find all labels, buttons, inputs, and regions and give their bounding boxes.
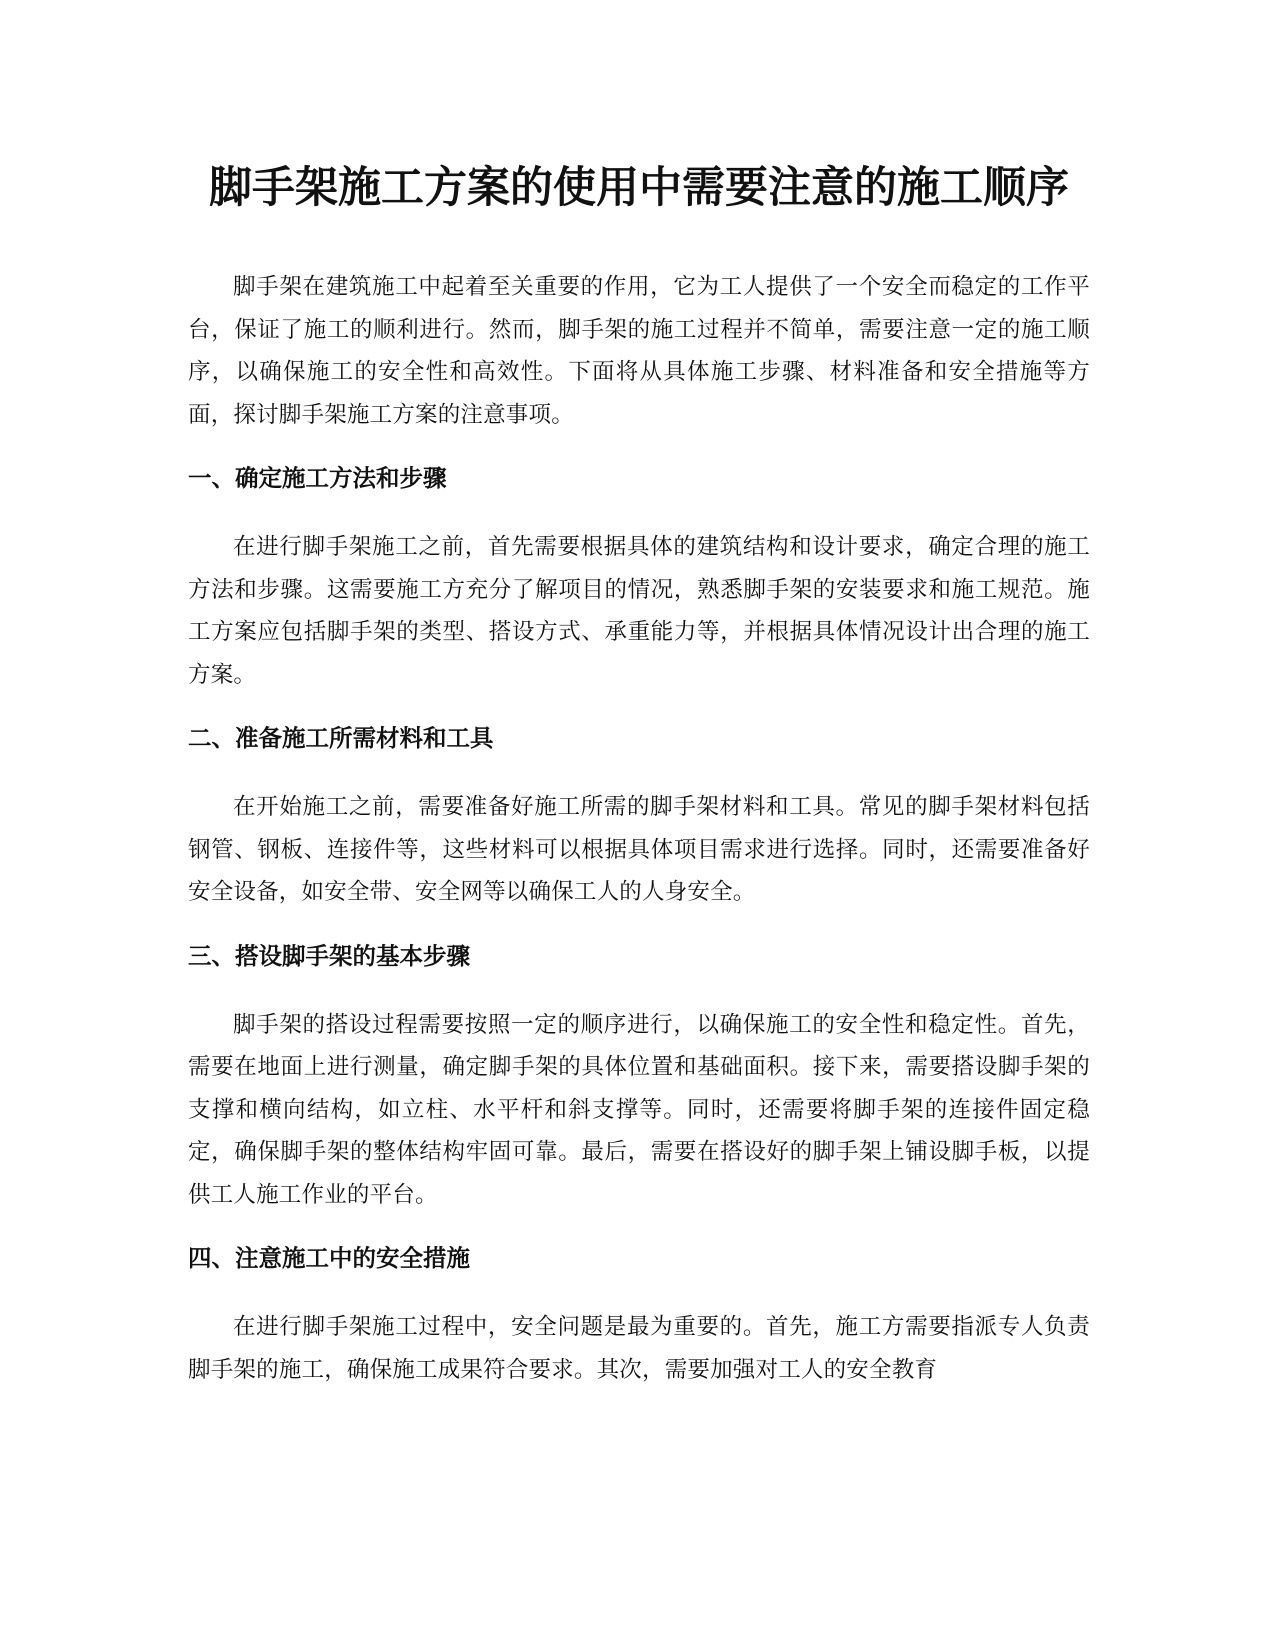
section-body-1: 在进行脚手架施工之前，首先需要根据具体的建筑结构和设计要求，确定合理的施工方法和步骤。这需要施工方充分了解项目的情况，熟悉脚手架的安装要求和施工规范。施工方案应包括脚手架的类型、搭设方式、承重能力等，并根据具体情况设计出合理的施工方案。 [188, 534, 1090, 688]
section-heading-1: 一、确定施工方法和步骤 [188, 464, 447, 492]
section-heading-3: 三、搭设脚手架的基本步骤 [188, 941, 470, 970]
document-content [188, 150, 1090, 1391]
section-body-4: 在进行脚手架施工过程中，安全问题是最为重要的。首先，施工方需要指派专人负责脚手架的施工，确保施工成果符合要求。其次，需要加强对工人的安全教育 [188, 1314, 1090, 1383]
section-body-2: 在开始施工之前，需要准备好施工所需的脚手架材料和工具。常见的脚手架材料包括钢管、钢板、连接件等，这些材料可以根据具体项目需求进行选择。同时，还需要准备好安全设备，如安全带、安全网等以确保工人的人身安全。 [188, 794, 1090, 905]
intro-paragraph: 脚手架在建筑施工中起着至关重要的作用，它为工人提供了一个安全而稳定的工作平台，保证了施工的顺利进行。然而，脚手架的施工过程并不简单，需要注意一定的施工顺序，以确保施工的安全性和高效性。下面将从具体施工步骤、材料准备和安全措施等方面，探讨脚手架施工方案的注意事项。 [188, 274, 1090, 428]
document-title: 脚手架施工方案的使用中需要注意的施工顺序 [209, 163, 1069, 213]
section-heading-2: 二、准备施工所需材料和工具 [188, 724, 494, 752]
section-body-3: 脚手架的搭设过程需要按照一定的顺序进行，以确保施工的安全性和稳定性。首先，需要在地面上进行测量，确定脚手架的具体位置和基础面积。接下来，需要搭设脚手架的支撑和横向结构，如立柱、水平杆和斜支撑等。同时，还需要将脚手架的连接件固定稳定，确保脚手架的整体结构牢固可靠。最后，需要在搭设好的脚手架上铺设脚手板，以提供工人施工作业的平台。 [188, 1011, 1090, 1208]
section-heading-4: 四、注意施工中的安全措施 [188, 1244, 470, 1272]
